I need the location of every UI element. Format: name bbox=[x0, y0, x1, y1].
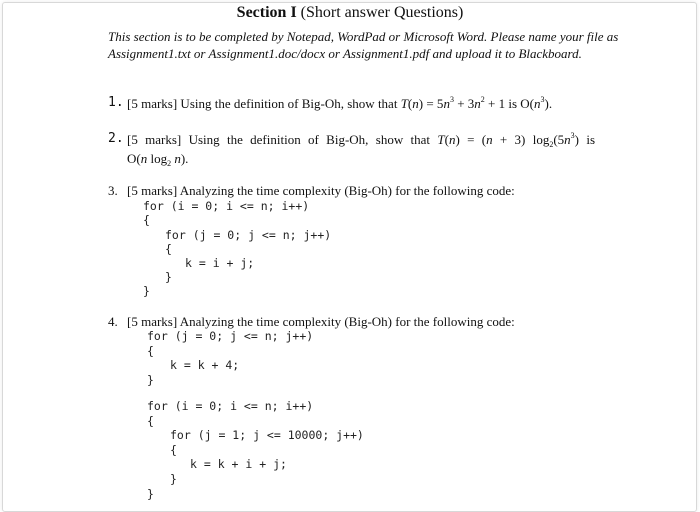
code-line: { bbox=[170, 443, 177, 457]
section-title: Section I (Short answer Questions) bbox=[236, 4, 464, 21]
intro-paragraph: This section is to be completed by Notepad, WordPad or Microsoft Word. Please name your file as Assignment1.txt or Assignment1.doc/docx or Assignment1.pdf and upload it to Blackboard. bbox=[108, 29, 619, 61]
code-line: } bbox=[147, 373, 154, 387]
q3-number: 3. bbox=[108, 183, 118, 198]
q3-text: [5 marks] Analyzing the time complexity (Big-Oh) for the following code: bbox=[127, 183, 515, 198]
q4-number: 4. bbox=[108, 314, 118, 329]
q2-text: [5 marks] Using the definition of Big-Oh, show that T(n) = (n + 3) $\log_2(5n^3)$ is bbox=[127, 131, 596, 149]
code-line: { bbox=[147, 414, 154, 428]
code-line: for (j = 1; j <= 10000; j++) bbox=[170, 428, 364, 442]
code-line: { bbox=[143, 213, 150, 227]
code-line: } bbox=[143, 284, 150, 298]
code-line: for (i = 0; i <= n; i++) bbox=[143, 199, 310, 213]
code-line: { bbox=[165, 242, 172, 256]
code-line: for (i = 0; i <= n; i++) bbox=[147, 399, 314, 413]
q1-text: [5 marks] Using the definition of Big-Oh, show that $T(n) = 5n^3 + 3n^2 + 1$ is $O(n^3)$. bbox=[127, 95, 553, 111]
code-line: } bbox=[170, 472, 177, 486]
q4-text: [5 marks] Analyzing the time complexity (Big-Oh) for the following code: bbox=[127, 314, 515, 329]
code-line: for (j = 0; j <= n; j++) bbox=[165, 228, 332, 242]
code-line: } bbox=[147, 487, 154, 501]
code-line: k = k + i + j; bbox=[190, 457, 287, 471]
code-line: } bbox=[165, 270, 172, 284]
q1-formula: $T(n) = 5n^3 + 3n^2 + 1$ bbox=[400, 95, 506, 111]
q2-number: 2. bbox=[108, 131, 124, 146]
code-line: { bbox=[147, 344, 154, 358]
code-line: k = i + j; bbox=[185, 256, 255, 270]
q1-number: 1. bbox=[108, 95, 124, 110]
q2-formula: T(n) = (n + 3) $\log_2(5n^3)$ bbox=[437, 131, 580, 149]
code-line: for (j = 0; j <= n; j++) bbox=[147, 329, 314, 343]
q2-bound: O(n $\log_2 n$). bbox=[127, 151, 189, 168]
code-line: k = k + 4; bbox=[170, 358, 240, 372]
